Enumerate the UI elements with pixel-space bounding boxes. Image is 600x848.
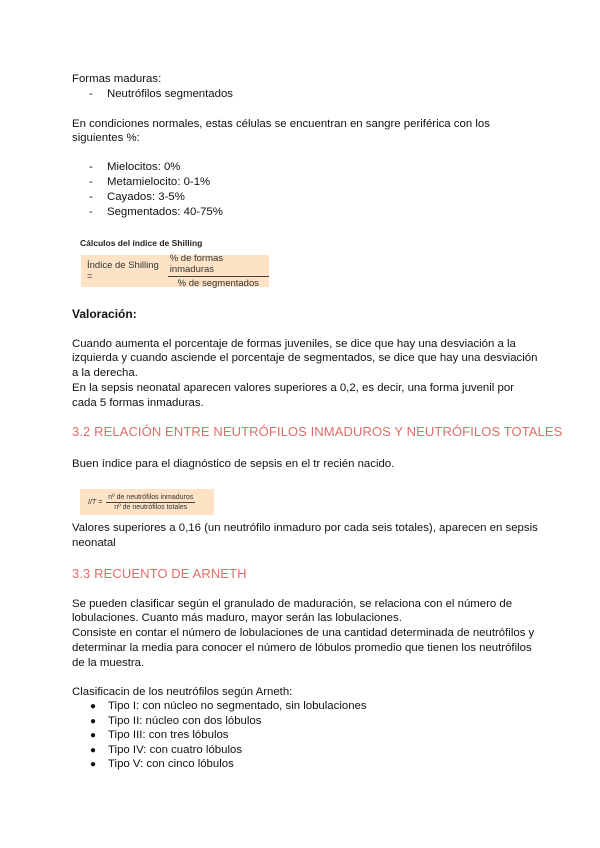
list-item-text: Cayados: 3-5% xyxy=(107,191,185,203)
valoracion-line: Cuando aumenta el porcentaje de formas juveniles, se dice que hay una desviación a la xyxy=(72,338,516,350)
shilling-formula xyxy=(81,255,269,287)
section-3-3-line: lobulaciones. Cuanto más maduro, mayor serán las lobulaciones. xyxy=(72,612,402,624)
list-item-text: Tipo IV: con cuatro lóbulos xyxy=(108,744,243,756)
bullet-icon: ● xyxy=(90,745,97,756)
valoracion-line: En la sepsis neonatal aparecen valores superiores a 0,2, es decir, una forma juvenil por xyxy=(72,382,514,394)
formas-maduras-label: Formas maduras: xyxy=(72,73,162,85)
dash-list-item: - Metamielocito: 0-1% xyxy=(89,176,211,188)
section-3-3-heading: 3.3 RECUENTO DE ARNETH xyxy=(72,566,247,581)
dash-list-item: - Cayados: 3-5% xyxy=(89,191,185,203)
list-item-text: Segmentados: 40-75% xyxy=(107,206,223,218)
list-item-text: Tipo II: núcleo con dos lóbulos xyxy=(108,715,262,727)
clasificacion-label: Clasificacin de los neutrófilos según Arneth: xyxy=(72,686,293,698)
condiciones-line-2: siguientes %: xyxy=(72,132,140,144)
dash-list-item: - Segmentados: 40-75% xyxy=(89,206,223,218)
shilling-caption: Cálculos del índice de Shilling xyxy=(80,238,203,248)
section-3-2-after-line: neonatal xyxy=(72,537,116,549)
bullet-icon: ● xyxy=(90,759,97,770)
list-item-text: Mielocitos: 0% xyxy=(107,161,181,173)
section-3-3-line: Consiste en contar el número de lobulaciones de una cantidad determinada de neutrófilos y xyxy=(72,627,535,639)
bullet-icon: ● xyxy=(90,701,97,712)
list-item-text: Tipo I: con núcleo no segmentado, sin lobulaciones xyxy=(108,700,367,712)
it-ratio-numerator: nº de neutrófilos inmaduros xyxy=(108,493,194,501)
condiciones-line-1: En condiciones normales, estas células se encuentran en sangre periférica con los xyxy=(72,118,490,130)
it-ratio-denominator: nº de neutrófilos totales xyxy=(114,503,188,511)
bullet-list-item xyxy=(90,714,261,729)
dash-list-item: - Mielocitos: 0% xyxy=(89,161,181,173)
bullet-list-item xyxy=(90,728,229,743)
section-3-3-line: determinar la media para conocer el número de lóbulos promedio que tienen los neutrófilos xyxy=(72,642,532,654)
it-ratio-fraction xyxy=(106,494,195,511)
section-3-3-line: Se pueden clasificar según el granulado de maduración, se relaciona con el número de xyxy=(72,598,513,610)
shilling-denominator: % de segmentados xyxy=(177,278,260,289)
bullet-list-item xyxy=(90,743,242,758)
list-item-text: Tipo V: con cinco lóbulos xyxy=(108,758,234,770)
list-item-text: Metamielocito: 0-1% xyxy=(107,176,211,188)
section-3-3-line: de la muestra. xyxy=(72,657,145,669)
it-ratio-lhs: I/T = xyxy=(88,498,103,506)
shilling-numerator: % de formas inmaduras xyxy=(168,253,269,277)
valoracion-line: izquierda y cuando asciende el porcentaje de segmentados, se dice que hay una desviación xyxy=(72,352,538,364)
list-item-text: Tipo III: con tres lóbulos xyxy=(108,729,229,741)
shilling-fraction xyxy=(168,253,269,289)
section-3-2-after-line: Valores superiores a 0,16 (un neutrófilo inmaduro por cada seis totales), aparecen en sepsis xyxy=(72,522,538,534)
bullet-list-item xyxy=(90,699,367,714)
it-ratio-formula xyxy=(80,489,214,515)
section-3-2-heading: 3.2 RELACIÓN ENTRE NEUTRÓFILOS INMADUROS Y NEUTRÓFILOS TOTALES xyxy=(72,424,563,439)
shilling-lhs: Índice de Shilling = xyxy=(87,260,159,282)
valoracion-title: Valoración: xyxy=(72,307,137,321)
valoracion-line: cada 5 formas inmaduras. xyxy=(72,397,204,409)
dash-list-item: - Neutrófilos segmentados xyxy=(89,88,233,100)
valoracion-line: a la derecha. xyxy=(72,367,138,379)
bullet-icon: ● xyxy=(90,730,97,741)
list-item-text: Neutrófilos segmentados xyxy=(107,88,233,100)
bullet-icon: ● xyxy=(90,716,97,727)
section-3-2-text: Buen índice para el diagnóstico de sepsis en el tr recién nacido. xyxy=(72,458,395,470)
bullet-list-item xyxy=(90,757,234,772)
